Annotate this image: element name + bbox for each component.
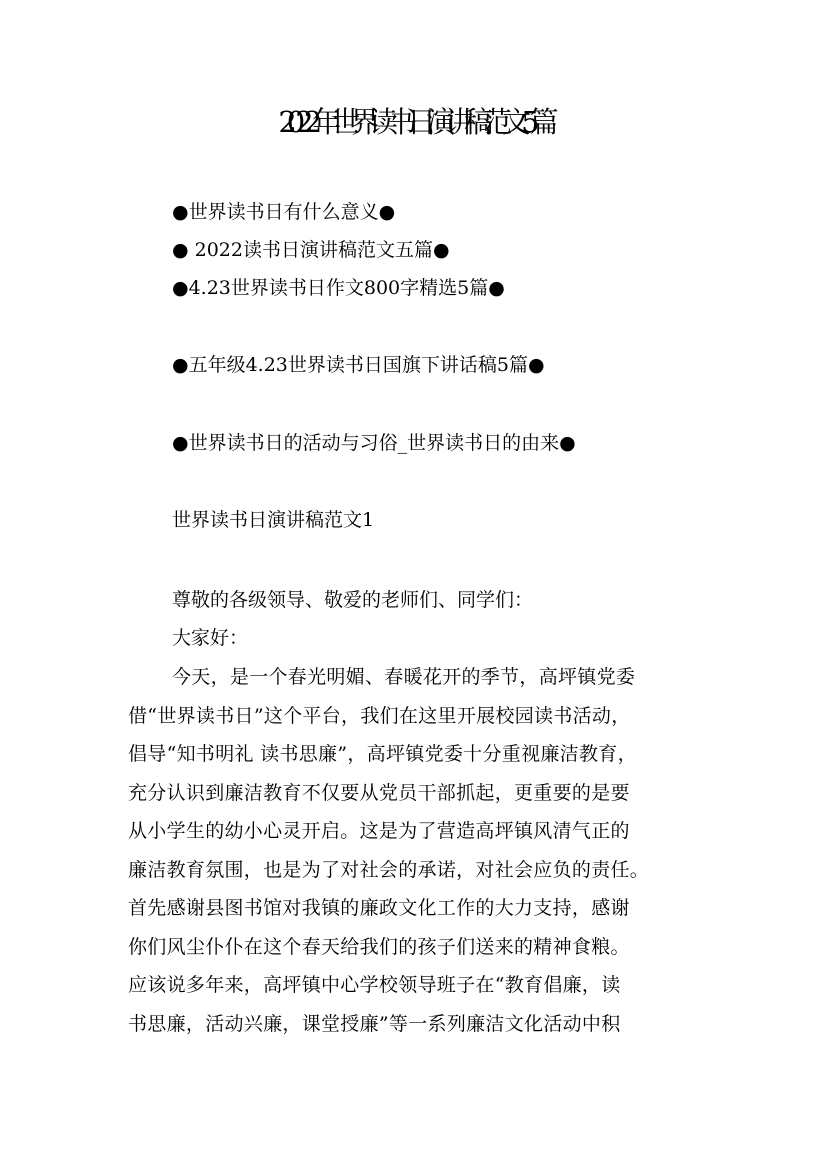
body-line: 从小学生的幼小心灵开启。这是为了营造高坪镇风清气正的 xyxy=(128,820,630,842)
body-line: 你们风尘仆仆在这个春天给我们的孩子们送来的精神食粮。 xyxy=(128,936,630,958)
toc-item: ●4.23世界读书日作文800字精选5篇● xyxy=(172,277,505,299)
salutation: 尊敬的各级领导、敬爱的老师们、同学们： xyxy=(172,589,534,611)
body-line: 书思廉，活动兴廉，课堂授廉”等一系列廉洁文化活动中积 xyxy=(128,1013,621,1035)
toc-item: ●五年级4.23世界读书日国旗下讲话稿5篇● xyxy=(172,354,545,376)
body-line: 应该说多年来，高坪镇中心学校领导班子在“教育倡廉，读 xyxy=(128,974,621,996)
greeting: 大家好： xyxy=(172,627,249,649)
section-heading: 世界读书日演讲稿范文1 xyxy=(172,509,375,531)
body-line: 今天，是一个春光明媚、春暖花开的季节，高坪镇党委 xyxy=(172,666,636,688)
toc-item: ●世界读书日有什么意义● xyxy=(172,201,396,223)
toc-item: ●世界读书日的活动与习俗_世界读书日的由来● xyxy=(172,432,576,454)
body-line: 借“世界读书日”这个平台，我们在这里开展校园读书活动， xyxy=(128,705,631,727)
body-line: 廉洁教育氛围，也是为了对社会的承诺，对社会应负的责任。 xyxy=(128,859,650,881)
body-line: 首先感谢县图书馆对我镇的廉政文化工作的大力支持，感谢 xyxy=(128,897,630,919)
toc-item: ● 2022读书日演讲稿范文五篇● xyxy=(172,239,450,261)
body-line: 充分认识到廉洁教育不仅要从党员干部抓起，更重要的是要 xyxy=(128,782,630,804)
body-line: 倡导“知书明礼 读书思廉”，高坪镇党委十分重视廉洁教育， xyxy=(128,743,637,765)
document-title: 2022年世界读书日演讲稿范文5篇 xyxy=(278,105,549,139)
